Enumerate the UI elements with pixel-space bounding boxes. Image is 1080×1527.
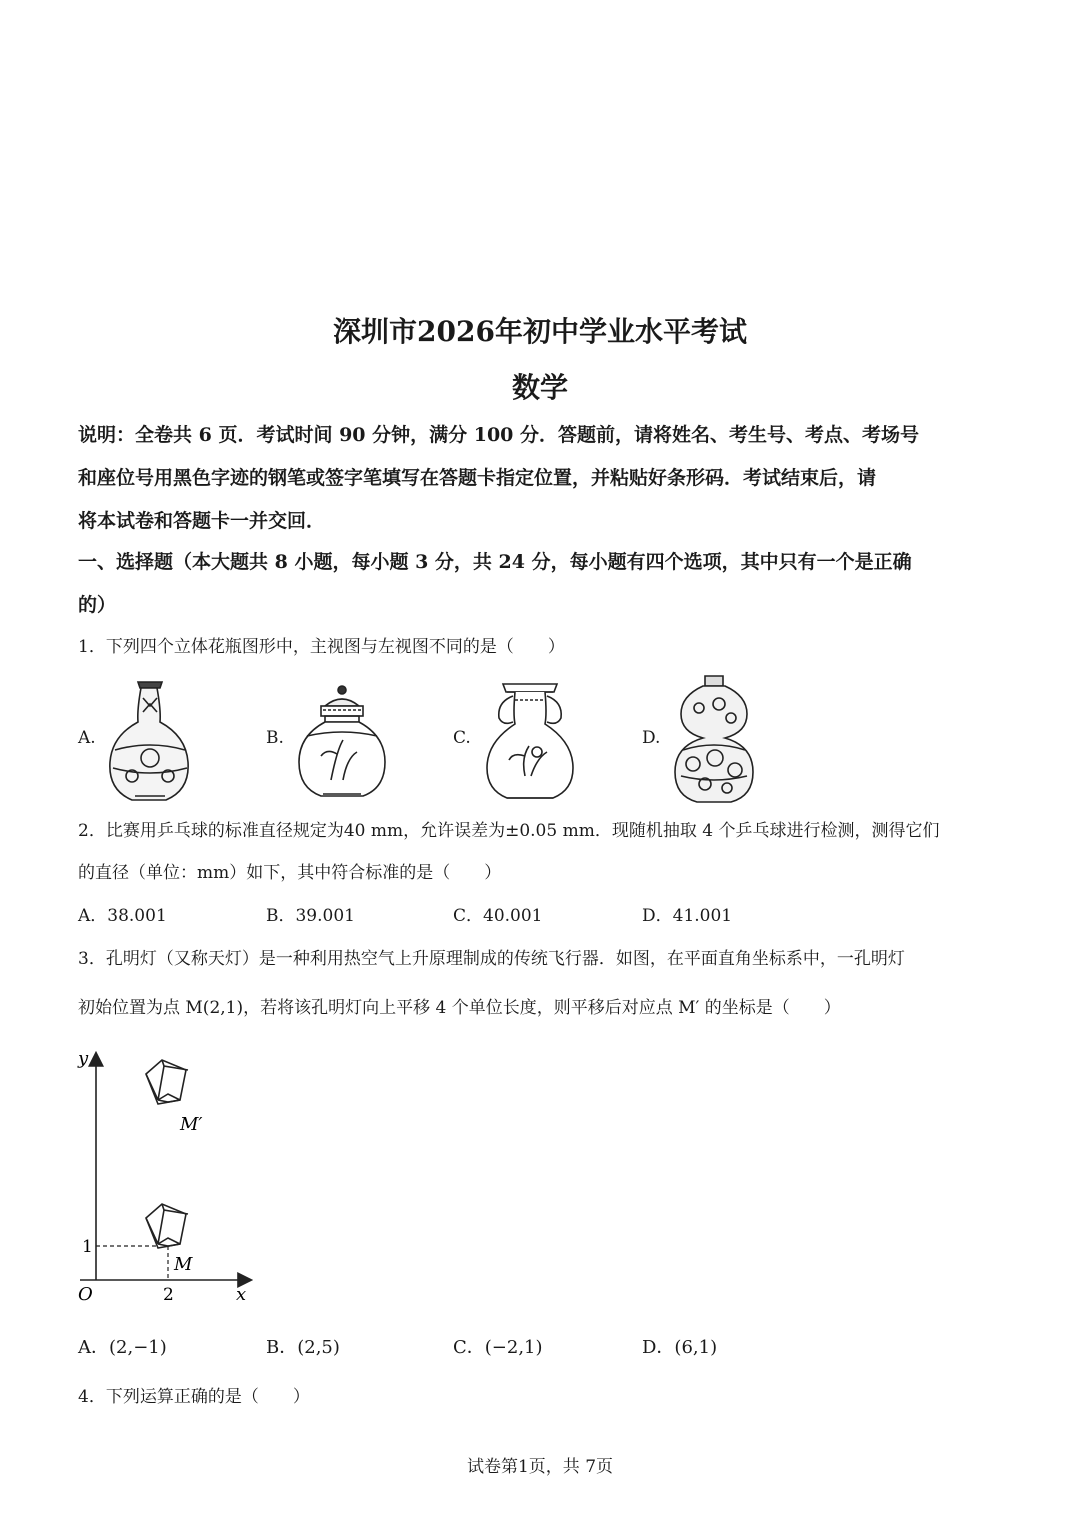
point-m-label: M (174, 1254, 193, 1275)
page-footer: 试卷第1页，共 7页 (466, 1457, 614, 1477)
q2-option-c: C．40.001 (453, 906, 543, 926)
vase-a-icon (105, 676, 195, 804)
q3-option-a: A．(2,−1) (78, 1337, 167, 1358)
instructions-line-3: 将本试卷和答题卡一并交回． (78, 510, 326, 532)
instructions-line-1: 说明：全卷共 6 页．考试时间 90 分钟，满分 100 分．答题前，请将姓名、考生号、考点、考场号 (78, 424, 920, 446)
tick-y-label: 1 (82, 1237, 93, 1257)
q1-option-a-label: A. (78, 728, 96, 748)
q1-option-b-label: B. (266, 728, 284, 748)
question-1-stem: 1．下列四个立体花瓶图形中，主视图与左视图不同的是（ ） (78, 637, 565, 657)
q1-option-c-label: C. (453, 728, 471, 748)
vase-c-icon (485, 680, 575, 800)
q3-option-d: D．(6,1) (642, 1337, 718, 1358)
question-2-stem-line-2: 的直径（单位：mm）如下，其中符合标准的是（ ） (78, 863, 502, 883)
q2-option-d: D．41.001 (642, 906, 733, 926)
q1-option-d-label: D. (642, 728, 661, 748)
x-axis-label: x (236, 1284, 247, 1305)
instructions-line-2: 和座位号用黑色字迹的钢笔或签字笔填写在答题卡指定位置，并粘贴好条形码．考试结束后，请 (78, 467, 877, 489)
question-4-stem: 4．下列运算正确的是（ ） (78, 1387, 310, 1407)
q2-option-a: A．38.001 (78, 906, 167, 926)
q2-option-b: B．39.001 (266, 906, 355, 926)
question-2-stem-line-1: 2．比赛用乒乓球的标准直径规定为40 mm，允许误差为±0.05 mm．现随机抽取 4 个乒乓球进行检测，测得它们 (78, 821, 940, 841)
subject-title: 数学 (511, 371, 568, 404)
tick-x-label: 2 (163, 1285, 174, 1305)
vase-d-icon (673, 672, 755, 804)
origin-label: O (78, 1284, 93, 1305)
exam-title: 深圳市2026年初中学业水平考试 (333, 315, 747, 348)
point-m-prime-label: M′ (180, 1114, 203, 1135)
lantern-upper-icon (146, 1060, 188, 1104)
vase-b-icon (297, 684, 387, 800)
question-3-stem-line-2: 初始位置为点 M(2,1)，若将该孔明灯向上平移 4 个单位长度，则平移后对应点 M′ 的坐标是（ ） (78, 998, 841, 1018)
y-axis-label: y (78, 1048, 89, 1069)
lantern-lower-icon (146, 1204, 188, 1248)
section-heading-line-2: 的） (78, 594, 117, 616)
section-heading-line-1: 一、选择题（本大题共 8 小题，每小题 3 分，共 24 分，每小题有四个选项，其中只有一个是正确 (78, 551, 912, 573)
coordinate-figure (70, 1048, 260, 1310)
q3-option-c: C．(−2,1) (453, 1337, 543, 1358)
question-3-stem-line-1: 3．孔明灯（又称天灯）是一种利用热空气上升原理制成的传统飞行器．如图，在平面直角坐标系中，一孔明灯 (78, 949, 905, 969)
q3-option-b: B．(2,5) (266, 1337, 340, 1358)
